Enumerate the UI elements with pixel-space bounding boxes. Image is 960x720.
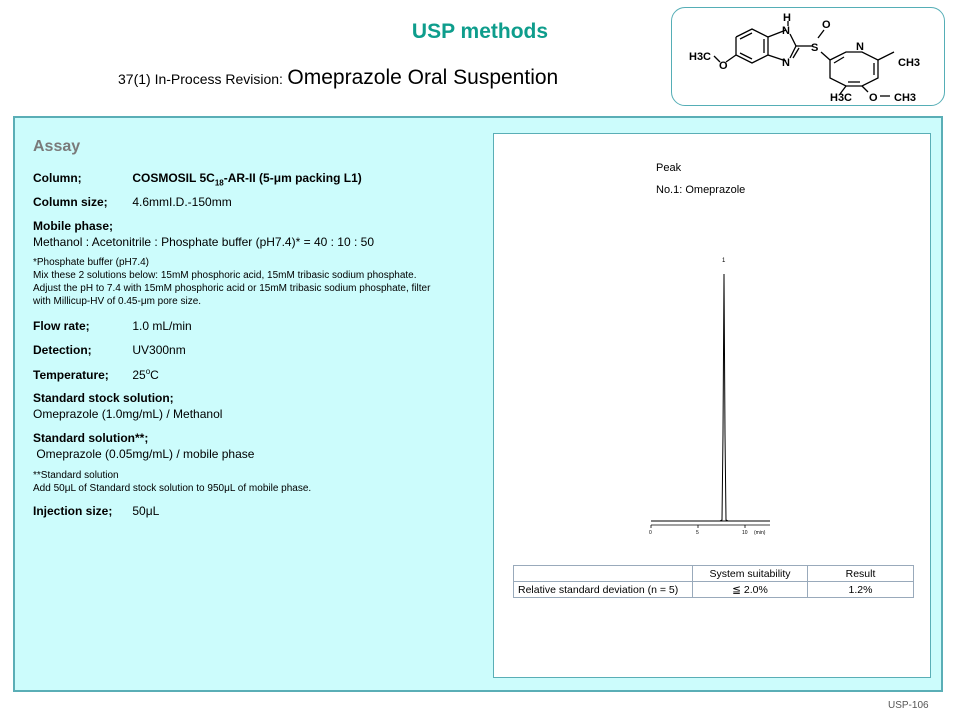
imidazole-n-label: N <box>782 57 790 69</box>
nh-h-label: H <box>783 12 791 24</box>
column-value-main: COSMOSIL 5C <box>132 171 215 185</box>
column-value-sub: 18 <box>214 178 224 188</box>
methoxy-label: H3C <box>689 51 712 63</box>
buffer-note-2: Mix these 2 solutions below: 15mM phosphoric acid, 15mM tribasic sodium phosphate. <box>33 270 417 281</box>
peak-1-label: No.1: Omeprazole <box>656 184 746 196</box>
injection-row <box>33 504 159 518</box>
buffer-note-1: *Phosphate buffer (pH7.4) <box>33 257 150 268</box>
column-size-label: Column size; <box>33 195 108 209</box>
buffer-note-4: with Millicup-HV of 0.45-μm pore size. <box>33 296 202 307</box>
column-value-mid: -AR-II (5- <box>223 171 274 185</box>
results-table <box>513 565 914 598</box>
ch3-right-label: CH3 <box>898 57 921 69</box>
structure-box <box>671 7 945 106</box>
method-panel <box>13 116 943 692</box>
column-label: Column; <box>33 171 82 185</box>
injection-value: 50μL <box>132 504 160 518</box>
chromatogram-plot <box>494 134 932 554</box>
x-tick-label-0: 0 <box>649 530 652 536</box>
column-value <box>132 171 362 188</box>
column-value-end: m packing L1) <box>281 171 362 185</box>
chromatogram-panel <box>493 133 931 678</box>
results-cell-criterion: ≦ 2.0% <box>693 582 808 598</box>
results-header-row <box>514 566 914 582</box>
standard-value: Omeprazole (0.05mg/mL) / mobile phase <box>33 447 255 461</box>
revision-prefix: 37(1) In-Process Revision: <box>118 71 283 87</box>
stock-value: Omeprazole (1.0mg/mL) / Methanol <box>33 407 223 421</box>
mobile-phase-label: Mobile phase; <box>33 219 114 233</box>
flow-row <box>33 319 192 333</box>
x-unit-label: (min) <box>754 530 766 536</box>
column-size-value: 4.6mmI.D.-150mm <box>132 195 232 209</box>
column-size-row <box>33 195 232 209</box>
degree-symbol: o <box>145 367 151 376</box>
stock-label: Standard stock solution; <box>33 391 174 405</box>
results-cell-result: 1.2% <box>808 582 914 598</box>
results-header-blank <box>514 566 693 582</box>
page-code: USP-106 <box>888 700 929 711</box>
detection-value: UV300nm <box>132 343 186 357</box>
temperature-label: Temperature; <box>33 368 109 382</box>
detection-row <box>33 343 186 357</box>
column-value-mu: μ <box>273 171 282 185</box>
results-header-result: Result <box>808 566 914 582</box>
nh-n-label: N <box>782 25 790 37</box>
std-note-1: **Standard solution <box>33 470 119 481</box>
ome-ch3-label: CH3 <box>894 92 917 104</box>
mobile-phase-value: Methanol : Acetonitrile : Phosphate buffer (pH7.4)* = 40 : 10 : 50 <box>33 235 374 249</box>
temperature-unit: C <box>150 368 159 382</box>
temperature-value <box>132 368 158 382</box>
injection-label: Injection size; <box>33 504 113 518</box>
results-cell-parameter: Relative standard deviation (n = 5) <box>514 582 693 598</box>
page-subtitle <box>118 66 558 90</box>
column-row <box>33 171 362 187</box>
table-row <box>514 582 914 598</box>
detection-label: Detection; <box>33 343 92 357</box>
omeprazole-structure <box>672 8 944 105</box>
stock-label-row <box>33 391 174 405</box>
assay-heading: Assay <box>33 138 81 155</box>
temperature-number: 25 <box>132 368 146 382</box>
buffer-note-3: Adjust the pH to 7.4 with 15mM phosphoric acid or 15mM tribasic sodium phosphate, filter <box>33 283 431 294</box>
peak-1-trace <box>651 274 770 521</box>
sulfoxide-o-label: O <box>822 19 831 31</box>
temperature-row <box>33 367 159 382</box>
flow-label: Flow rate; <box>33 319 90 333</box>
o-bottom-label: O <box>869 92 878 104</box>
pyridine-n-label: N <box>856 41 864 53</box>
peak-1-number: 1 <box>722 258 726 264</box>
standard-label-row <box>33 431 148 445</box>
results-header-suitability: System suitability <box>693 566 808 582</box>
x-tick-label-10: 10 <box>742 530 748 536</box>
x-tick-label-5: 5 <box>696 530 699 536</box>
peak-heading: Peak <box>656 162 682 174</box>
std-note-2: Add 50μL of Standard stock solution to 950μL of mobile phase. <box>33 483 312 494</box>
mobile-phase-label-row <box>33 219 113 233</box>
page-title: USP methods <box>411 20 549 43</box>
flow-value: 1.0 mL/min <box>132 319 192 333</box>
ch3-bottom-label: H3C <box>830 92 853 104</box>
standard-label: Standard solution**; <box>33 431 149 445</box>
product-name: Omeprazole Oral Suspention <box>287 66 559 89</box>
methoxy-o-label: O <box>719 60 728 72</box>
sulfur-label: S <box>811 42 819 54</box>
